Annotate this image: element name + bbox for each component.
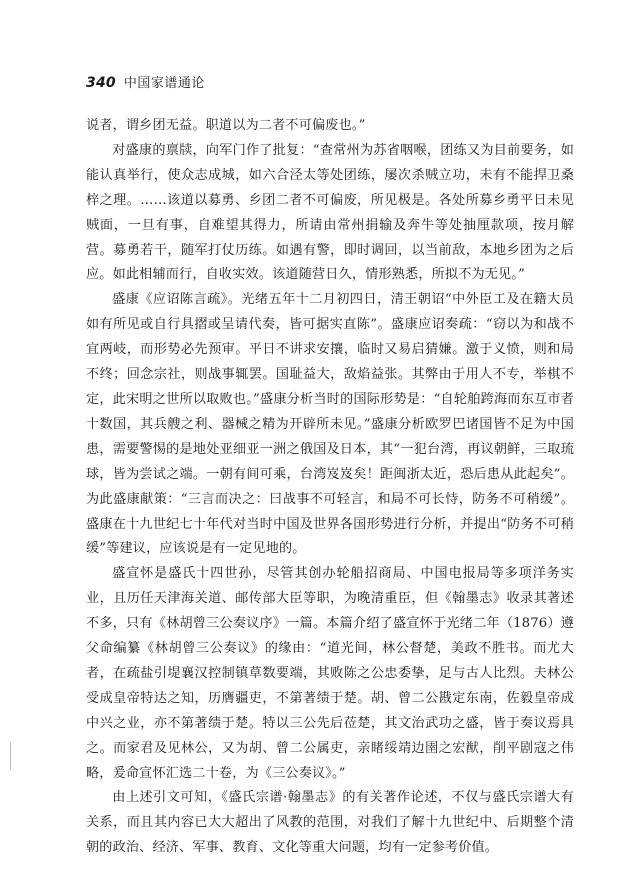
paragraph-sheng-xuanhuai: 盛宣怀是盛氏十四世孙，尽管其创办轮船招商局、中国电报局等多项洋务实业，且历任天津海关道、邮传部大臣等职，为晚清重臣，但《翰墨志》收录其著述不多，只有《林胡曾三公奏议序》一篇。本篇介绍了盛宣怀于光绪二年（1876）遵父命编纂《林胡曾三公奏议》的缘由：“道光间，林公督楚，美政不胜书。而尤大者，在疏盐引堤襄汉控制镇草数要端，其败陈之公忠委挚，足与古人比烈。夫林公受成皇帝特达之知，历膺疆吏，不第著绩于楚。胡、曾二公戡定东南，佐毅皇帝成中兴之业，亦不第著绩于楚。特以三公先后莅楚，其文治武功之盛，皆于奏议焉具之。而家君及见林公，又为胡、曾二公属吏，亲睹绥靖边圉之宏猷，削平剧寇之伟略，爰命宣怀汇选二十卷，为《三公奏议》。” — [86, 566, 574, 781]
paragraph-sheng-kang-report: 对盛康的禀牍，向军门作了批复：“查常州为苏省咽喉，团练又为目前要务，如能认真举行，使众志成城，如六合泾太等处团练，屡次杀贼立功，未有不能捍卫桑梓之理。……该道以募勇、乡团二者不可偏废，所见极是。各处所募乡勇平日未见贼面，一旦有事，自难望其得力，所请由常州捐输及奔牛等处抽厘款项，按月解营。募勇若干，随军打仗历练。如遇有警，即时调回，以当前敌，本地乡团为之后应。如此相辅而行，自收实效。该道随营日久，情形熟悉，所拟不为无见。” — [86, 142, 574, 283]
paragraph-conclusion: 由上述引文可知，《盛氏宗谱·翰墨志》的有关著作论述，不仅与盛氏宗谱大有关系，而且其内容已大大超出了风教的范围，对我们了解十九世纪中、后期整个清朝的政治、经济、军事、教育、文化等重大问题，均有一定参考价值。 — [86, 790, 574, 856]
margin-mark — [10, 742, 11, 770]
body-text — [86, 114, 574, 861]
paragraph-memorial: 盛康《应诏陈言疏》。光绪五年十二月初四日，清王朝诏“中外臣工及在籍大员如有所见或自行具摺或呈请代奏，皆可据实直陈”。盛康应诏奏疏：“窃以为和战不宜两岐，而形势必先预审。平日不讲求安攘，临时又易启猜嫌。激于义愤，则和局不终；回念宗社，则战事辄罢。国耻益大，敌焰益张。其弊由于用人不专，举棋不定，此宋明之世所以取败也。”盛康分析当时的国际形势是：“自轮舶跨海而东互市者十数国，其兵艘之利、器械之精为开辟所未见。”盛康分析欧罗巴诸国皆不足为中国患，需要警惕的是地处亚细亚一洲之俄国及日本，其“一犯台湾，再议朝鲜，三取琉球，皆为尝试之端。一朝有间可乘，台湾岌岌矣！距闽浙太近，恐后患从此起矣”。为此盛康献策：“三言而决之：曰战事不可轻言，和局不可长恃，防务不可稍缓”。盛康在十九世纪七十年代对当时中国及世界各国形势进行分析，并提出“防务不可稍缓”等建议，应该说是有一定见地的。 — [86, 292, 574, 557]
paragraph-continued: 说者，谓乡团无益。职道以为二者不可偏废也。” — [86, 118, 366, 133]
running-title: 中国家谱通论 — [123, 76, 205, 91]
page-header — [86, 72, 205, 94]
page-number: 340 — [86, 75, 116, 91]
